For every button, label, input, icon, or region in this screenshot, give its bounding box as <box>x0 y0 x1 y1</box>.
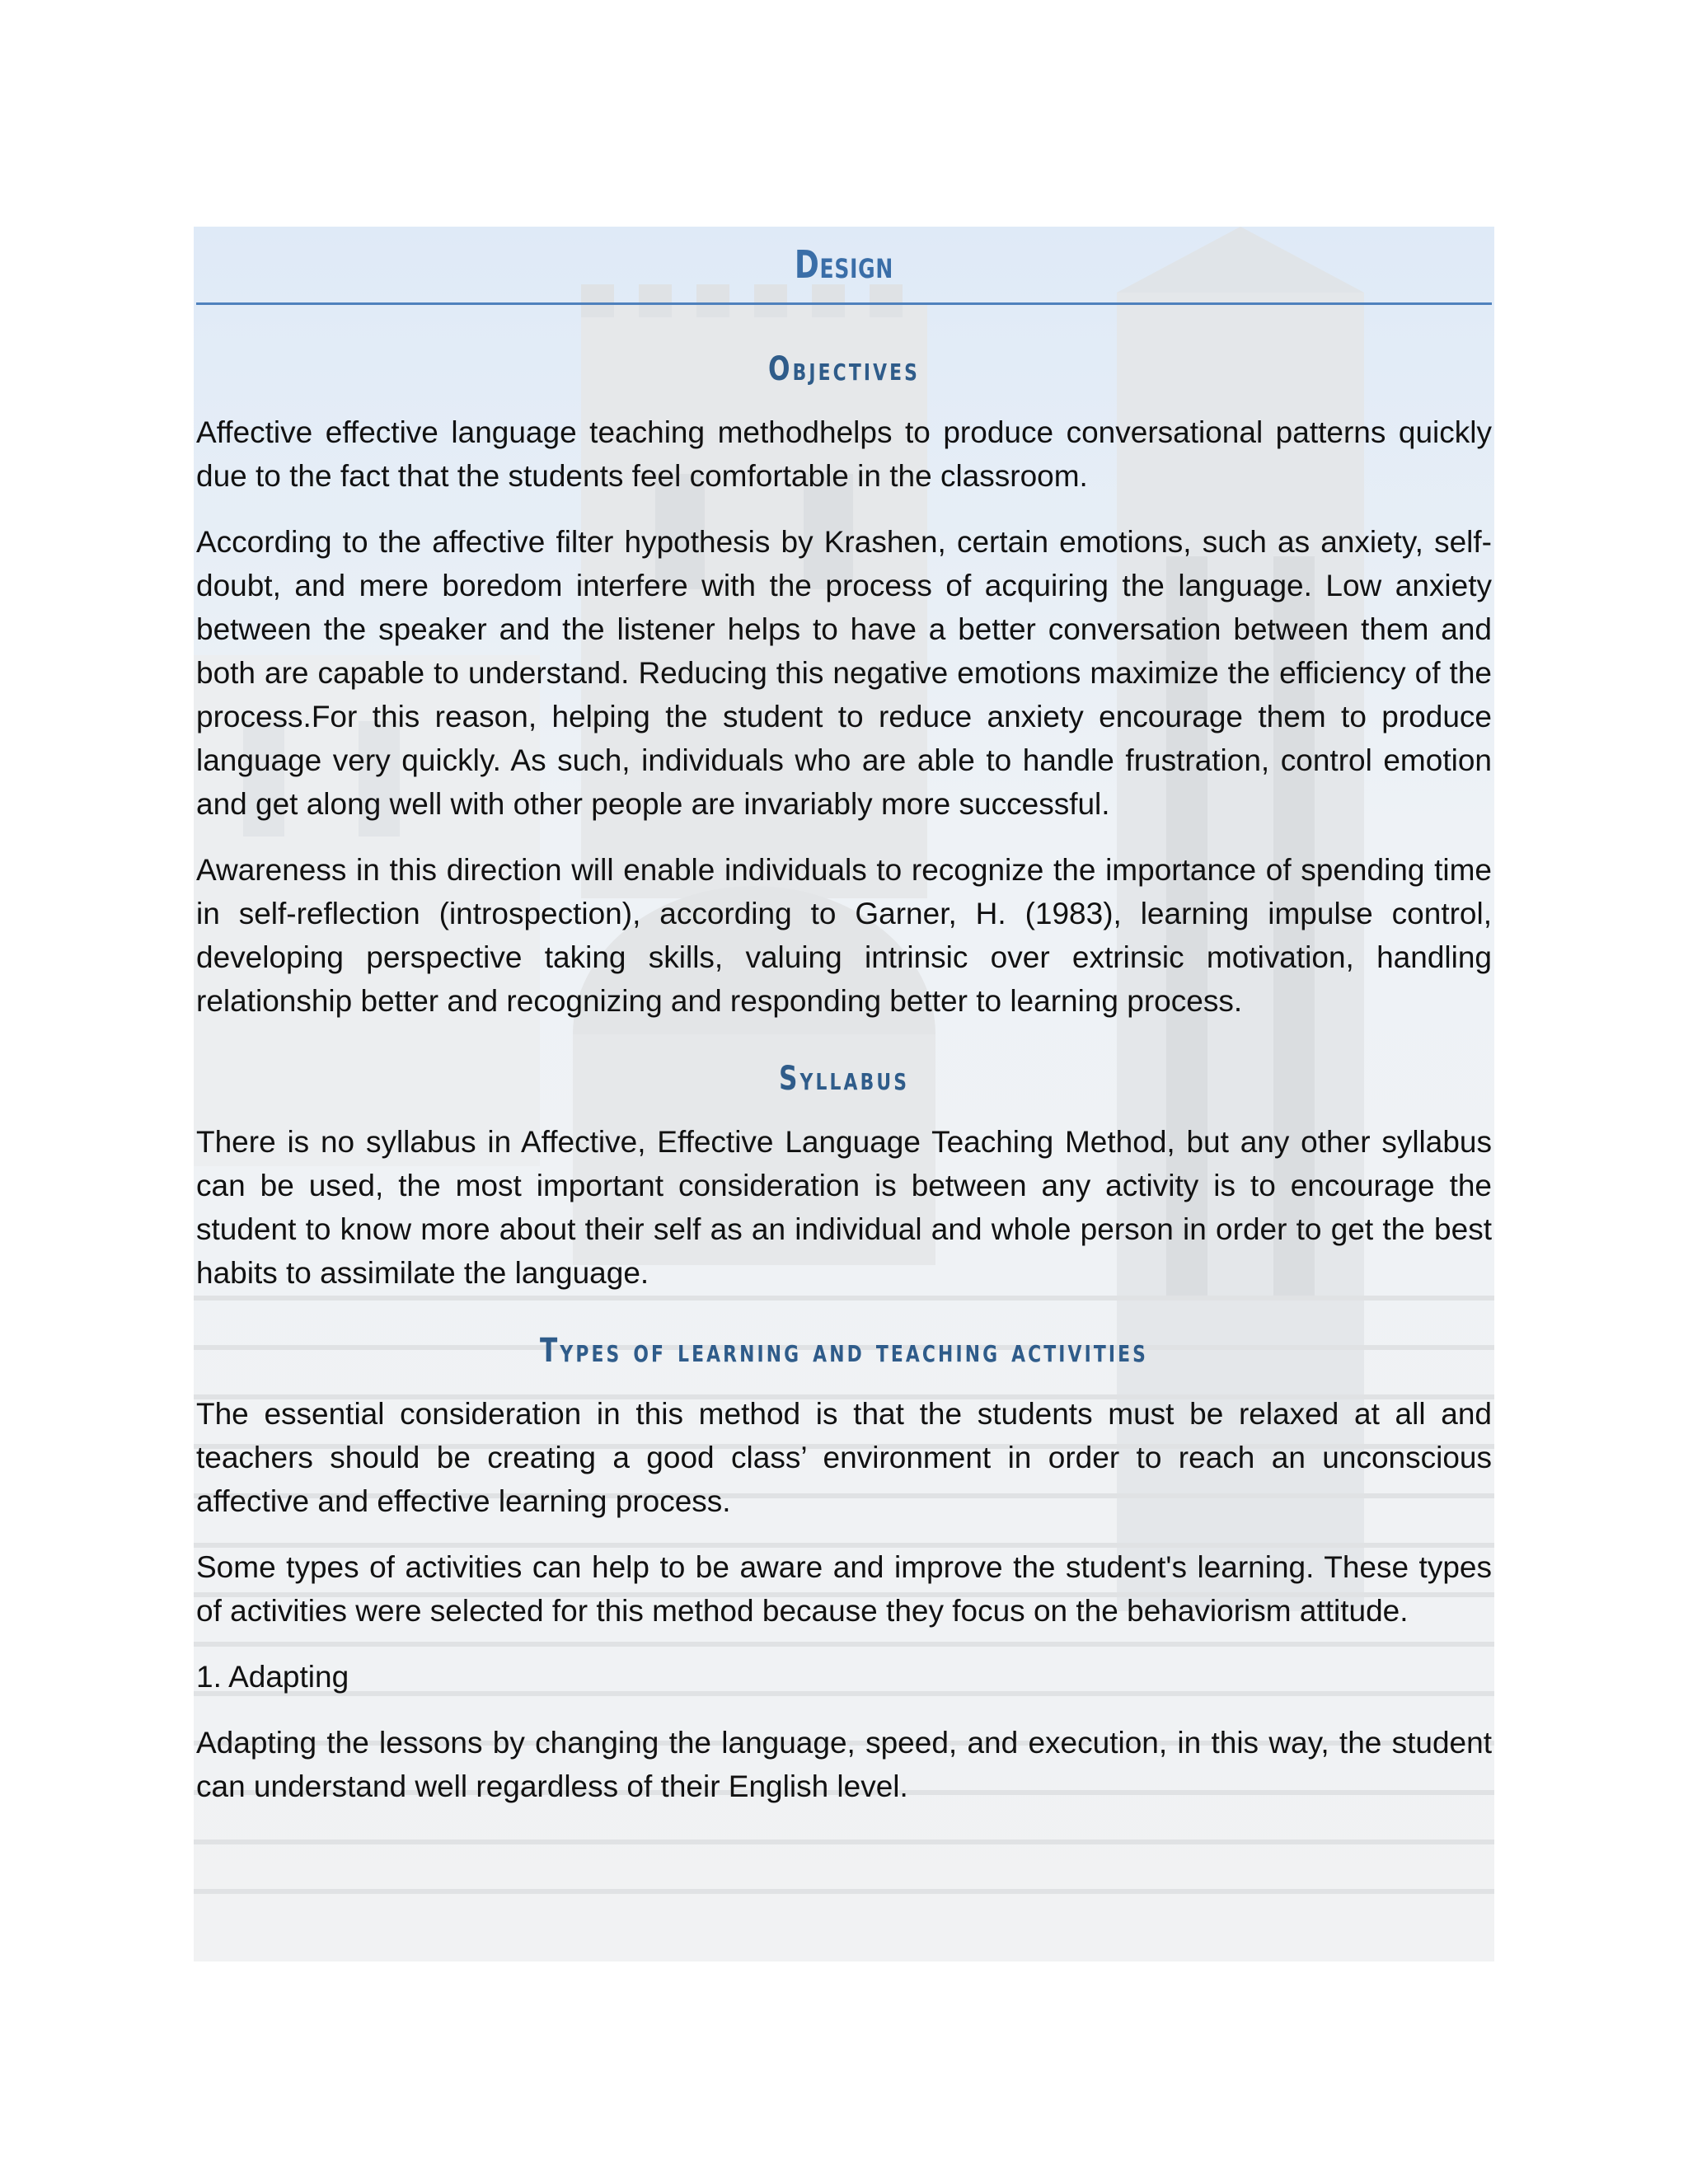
paragraph: The essential consideration in this method is that the students must be relaxed at all and teachers should be creating a good class’ environment in order to reach an unconscious affective and effective learning process. <box>196 1397 1492 1518</box>
paragraph: Affective effective language teaching methodhelps to produce conversational patterns quickly due to the fact that the students feel comfortable in the classroom. <box>196 415 1492 493</box>
page-title: Design <box>794 242 894 287</box>
section-heading-activities: Types of learning and teaching activities <box>540 1332 1148 1370</box>
paragraph: Some types of activities can help to be aware and improve the student's learning. These types of activities were selected for this method because they focus on the behaviorism attitude. <box>196 1550 1492 1628</box>
section-heading-objectives: Objectives <box>767 350 921 388</box>
paragraph: Adapting the lessons by changing the language, speed, and execution, in this way, the student can understand well regardless of their English level. <box>196 1726 1492 1803</box>
paragraph: Awareness in this direction will enable individuals to recognize the importance of spending time in self-reflection (introspection), according to Garner, H. (1983), learning impulse control, developing perspective taking skills, valuing intrinsic over extrinsic motivation, handling relationship better and recognizing and responding better to learning process. <box>196 853 1492 1018</box>
list-item: 1. Adapting <box>196 1660 349 1694</box>
page-content <box>196 227 1492 1808</box>
paragraph: There is no syllabus in Affective, Effective Language Teaching Method, but any other syllabus can be used, the most important consideration is between any activity is to encourage the student to know more about their self as an individual and whole person in order to get the best habits to assimilate the language. <box>196 1125 1492 1290</box>
title-bar <box>196 227 1492 305</box>
section-heading-syllabus: Syllabus <box>778 1060 910 1098</box>
paragraph: According to the affective filter hypothesis by Krashen, certain emotions, such as anxiety, self-doubt, and mere boredom interfere with the process of acquiring the language. Low anxiety between the speaker and the listener helps to have a better conversation between them and both are capable to understand. Reducing this negative emotions maximize the efficiency of the process.For this reason, helping the student to reduce anxiety encourage them to produce language very quickly. As such, individuals who are able to handle frustration, control emotion and get along well with other people are invariably more successful. <box>196 525 1492 821</box>
